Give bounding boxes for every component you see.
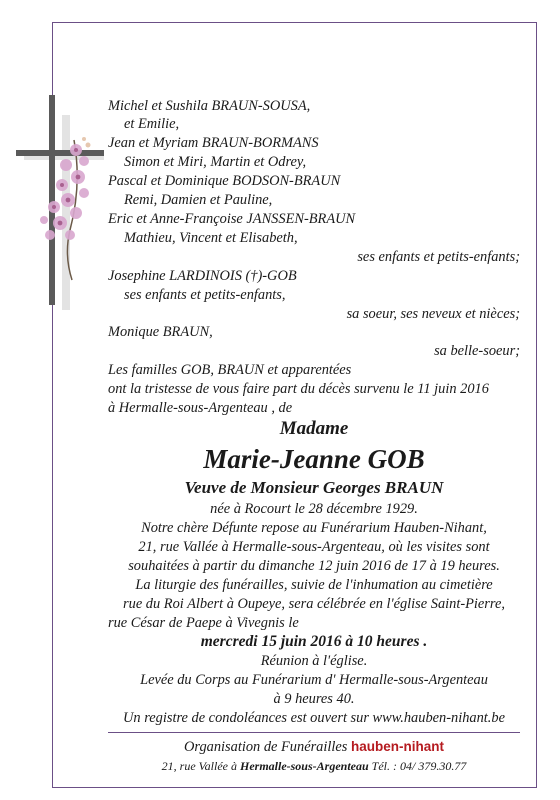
footer-phone: Tél. : 04/ 379.30.77 (371, 759, 467, 773)
footer-org-label: Organisation de Funérailles (184, 739, 348, 755)
footer-address (108, 757, 520, 775)
announcement-line: ont la tristesse de vous faire part du décès survenu le 11 juin 2016 (108, 381, 489, 397)
deceased-name: Marie-Jeanne GOB (203, 444, 425, 474)
details-line: rue César de Paepe à Vivegnis le (108, 615, 299, 631)
closing-line: Levée du Corps au Funérarium d' Hermalle-sous-Argenteau (140, 672, 488, 688)
deceased-title: Madame (279, 418, 349, 439)
brand-logo: hauben-nihant (350, 739, 444, 754)
details-line: rue du Roi Albert à Oupeye, sera célébrée en l'église Saint-Pierre, (123, 596, 505, 612)
family-line: Jean et Myriam BRAUN-BORMANS (108, 135, 319, 151)
family-relation: sa soeur, ses neveux et nièces; (346, 306, 520, 322)
family-line: ses enfants et petits-enfants, (124, 287, 286, 303)
closing-line: Un registre de condoléances est ouvert sur www.hauben-nihant.be (123, 710, 505, 726)
announcement-line: à Hermalle-sous-Argenteau , de (108, 400, 293, 416)
family-relation: ses enfants et petits-enfants; (357, 249, 520, 265)
footer-divider (108, 732, 520, 733)
footer-address-prefix: 21, rue Vallée à (161, 759, 237, 773)
cross-orchid-icon (12, 95, 112, 310)
details-line: 21, rue Vallée à Hermalle-sous-Argenteau, où les visites sont (138, 539, 490, 555)
footer-organisation (108, 738, 520, 756)
family-line: Monique BRAUN, (108, 324, 213, 340)
footer-address-town: Hermalle-sous-Argenteau (239, 759, 369, 773)
family-line: Eric et Anne-Françoise JANSSEN-BRAUN (108, 211, 356, 227)
family-relation: sa belle-soeur; (434, 343, 520, 359)
family-line: Mathieu, Vincent et Elisabeth, (124, 230, 298, 246)
family-line: Josephine LARDINOIS (†)-GOB (108, 268, 297, 284)
family-line: Pascal et Dominique BODSON-BRAUN (108, 173, 341, 189)
announcement-line: Les familles GOB, BRAUN et apparentées (108, 362, 352, 378)
ceremony-datetime: mercredi 15 juin 2016 à 10 heures . (200, 633, 428, 650)
family-line: et Emilie, (124, 116, 180, 132)
details-line: née à Rocourt le 28 décembre 1929. (210, 501, 418, 517)
widow-of: Veuve de Monsieur Georges BRAUN (184, 478, 444, 497)
closing-line: Réunion à l'église. (260, 653, 368, 669)
closing-line: à 9 heures 40. (273, 691, 355, 707)
details-line: Notre chère Défunte repose au Funérarium Hauben-Nihant, (141, 520, 487, 536)
details-line: souhaitées à partir du dimanche 12 juin 2016 de 17 à 19 heures. (128, 558, 500, 574)
family-line: Remi, Damien et Pauline, (124, 192, 273, 208)
family-line: Michel et Sushila BRAUN-SOUSA, (108, 98, 311, 114)
details-line: La liturgie des funérailles, suivie de l'inhumation au cimetière (135, 577, 493, 593)
family-line: Simon et Miri, Martin et Odrey, (124, 154, 307, 170)
